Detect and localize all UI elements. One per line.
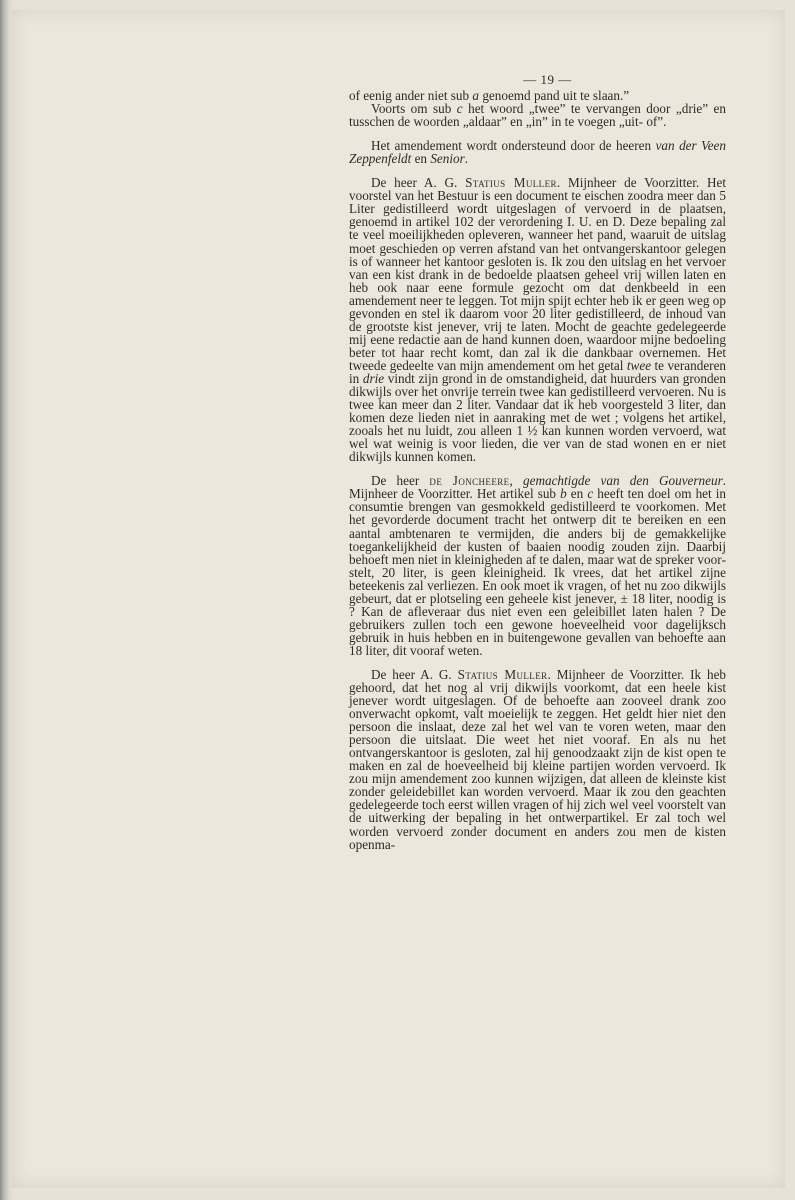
paragraph-5: De heer de Joncheere, gemachtigde van den Gouverneur. Mijnheer de Voorzitter. Het artikel sub b en c heeft ten doel om het in consumtie brengen van gesmokkeld gedistilleerd te voorkomen. Met het gevorderde document tracht het ontwerp dit te bereiken en een aantal ambtenaren te vermijden, die anders bij de gemakkelijke toegankelijkheid der kusten of baaien noodig zouden zijn. Daarbij behoeft men niet in kleinigheden af te dalen, maar wat de spreker voorstelt, 20 liter, is geen kleinigheid. Ik vrees, dat het artikel zijne beteekenis zal verliezen. En ook moet ik vragen, of het nu zoo dikwijls gebeurt, dat er plotseling een geheele kist jenever, ± 18 liter, noodig is ? Kan de afleveraar dus niet even een geleibillet laten halen ? De gebruikers zullen toch een gewone hoeveelheid voor dagelijksch gebruik in huis hebben en in buitengewone gevallen van behoefte aan 18 liter, dit vooraf weten. (349, 473, 727, 658)
speaker-name: Statius Muller (457, 666, 548, 682)
paragraph-6: De heer A. G. Statius Muller. Mijnheer de Voorzitter. Ik heb gehoord, dat het nog al vrij dikwijls voorkomt, dat een heele kist jenever wordt uitgeslagen. Of de behoefte aan zooveel drank zoo onverwacht opkomt, valt moeielijk te zeggen. Het geldt hier niet den persoon die inslaat, deze zal het wel van te voren weten, maar den persoon die uitslaat. Die weet het niet vooraf. En als nu het ontvangerskantoor is gesloten, zal hij genoodzaakt zijn de kist open te maken en zal de hoeveelheid bij kleine partijen worden vervoerd. Ik zou mijn amendement zoo kunnen wijzigen, dat alleen de kleinste kist zonder geleidebillet kan worden vervoerd. Maar ik zou den geachten gedelegeerde toch eerst willen vragen of hij zich wel veel voorstelt van de uitwerking der bepaling in het ontwerpartikel. Er zal toch wel worden vervoerd zonder document en anders zou men de kisten openma- (349, 666, 727, 852)
page-number: — 19 — (523, 72, 572, 87)
speaker-name: de Joncheere (429, 473, 510, 489)
paragraph-2: Voorts om sub c het woord „twee” te vervangen door „drie” en tusschen de woorden „aldaar” en „in” in te voegen „uit- of”. (349, 101, 726, 130)
paragraph-3: Het amendement wordt ondersteund door de heeren van der Veen Zeppenfeldt en Senior. (349, 138, 726, 167)
paragraph-1: of eenig ander niet sub a genoemd pand uit te slaan.” (349, 88, 630, 104)
speaker-name: Statius Muller (465, 175, 557, 191)
text-column (349, 73, 726, 851)
paragraph-4: De heer A. G. Statius Muller. Mijnheer de Voorzitter. Het voorstel van het Bestuur is een document te eischen zoodra meer dan 5 Liter gedistilleerd wordt uitgeslagen of vervoerd in de plaatsen, genoemd in artikel 102 der verordening I. U. en D. Deze bepaling zal te veel moeilijkheden opleveren, wanneer het pand, waaruit de uitslag moet geschieden op verren afstand van het ontvangerskantoor gelegen is of wanneer het kantoor gesloten is. Ik zou den uitslag en het vervoer van een kist drank in de bedoelde plaatsen geheel vrij willen laten en heb ook naar eene formule gezocht om dat denkbeeld in een amendement neer te leggen. Tot mijn spijt echter heb ik er geen weg op gevonden en stel ik daarom voor 20 liter gedistilleerd, de inhoud van de grootste kist jenever, vrij te laten. Mocht de geachte gedelegeerde mij eene redactie aan de hand kunnen doen, waardoor mijne bedoeling beter tot haar recht komt, dan zal ik die dankbaar overnemen. Het tweede gedeelte van mijn amendement om het getal twee te veranderen in drie vindt zijn grond in de omstandigheid, dat huurders van gronden dikwijls over het onvrije terrein twee kan gedistilleerd vervoeren. Nu is twee kan meer dan 2 liter. Vandaar dat ik heb voorgesteld 3 liter, dan komen deze lieden niet in aanraking met de wet ; volgens het artikel, zooals het nu luidt, zou alleen 1 ½ kan kunnen worden vervoerd, wat wel wat weinig is voor lieden, die ver van de stad wonen en er niet dikwijls kunnen komen. (349, 175, 727, 465)
